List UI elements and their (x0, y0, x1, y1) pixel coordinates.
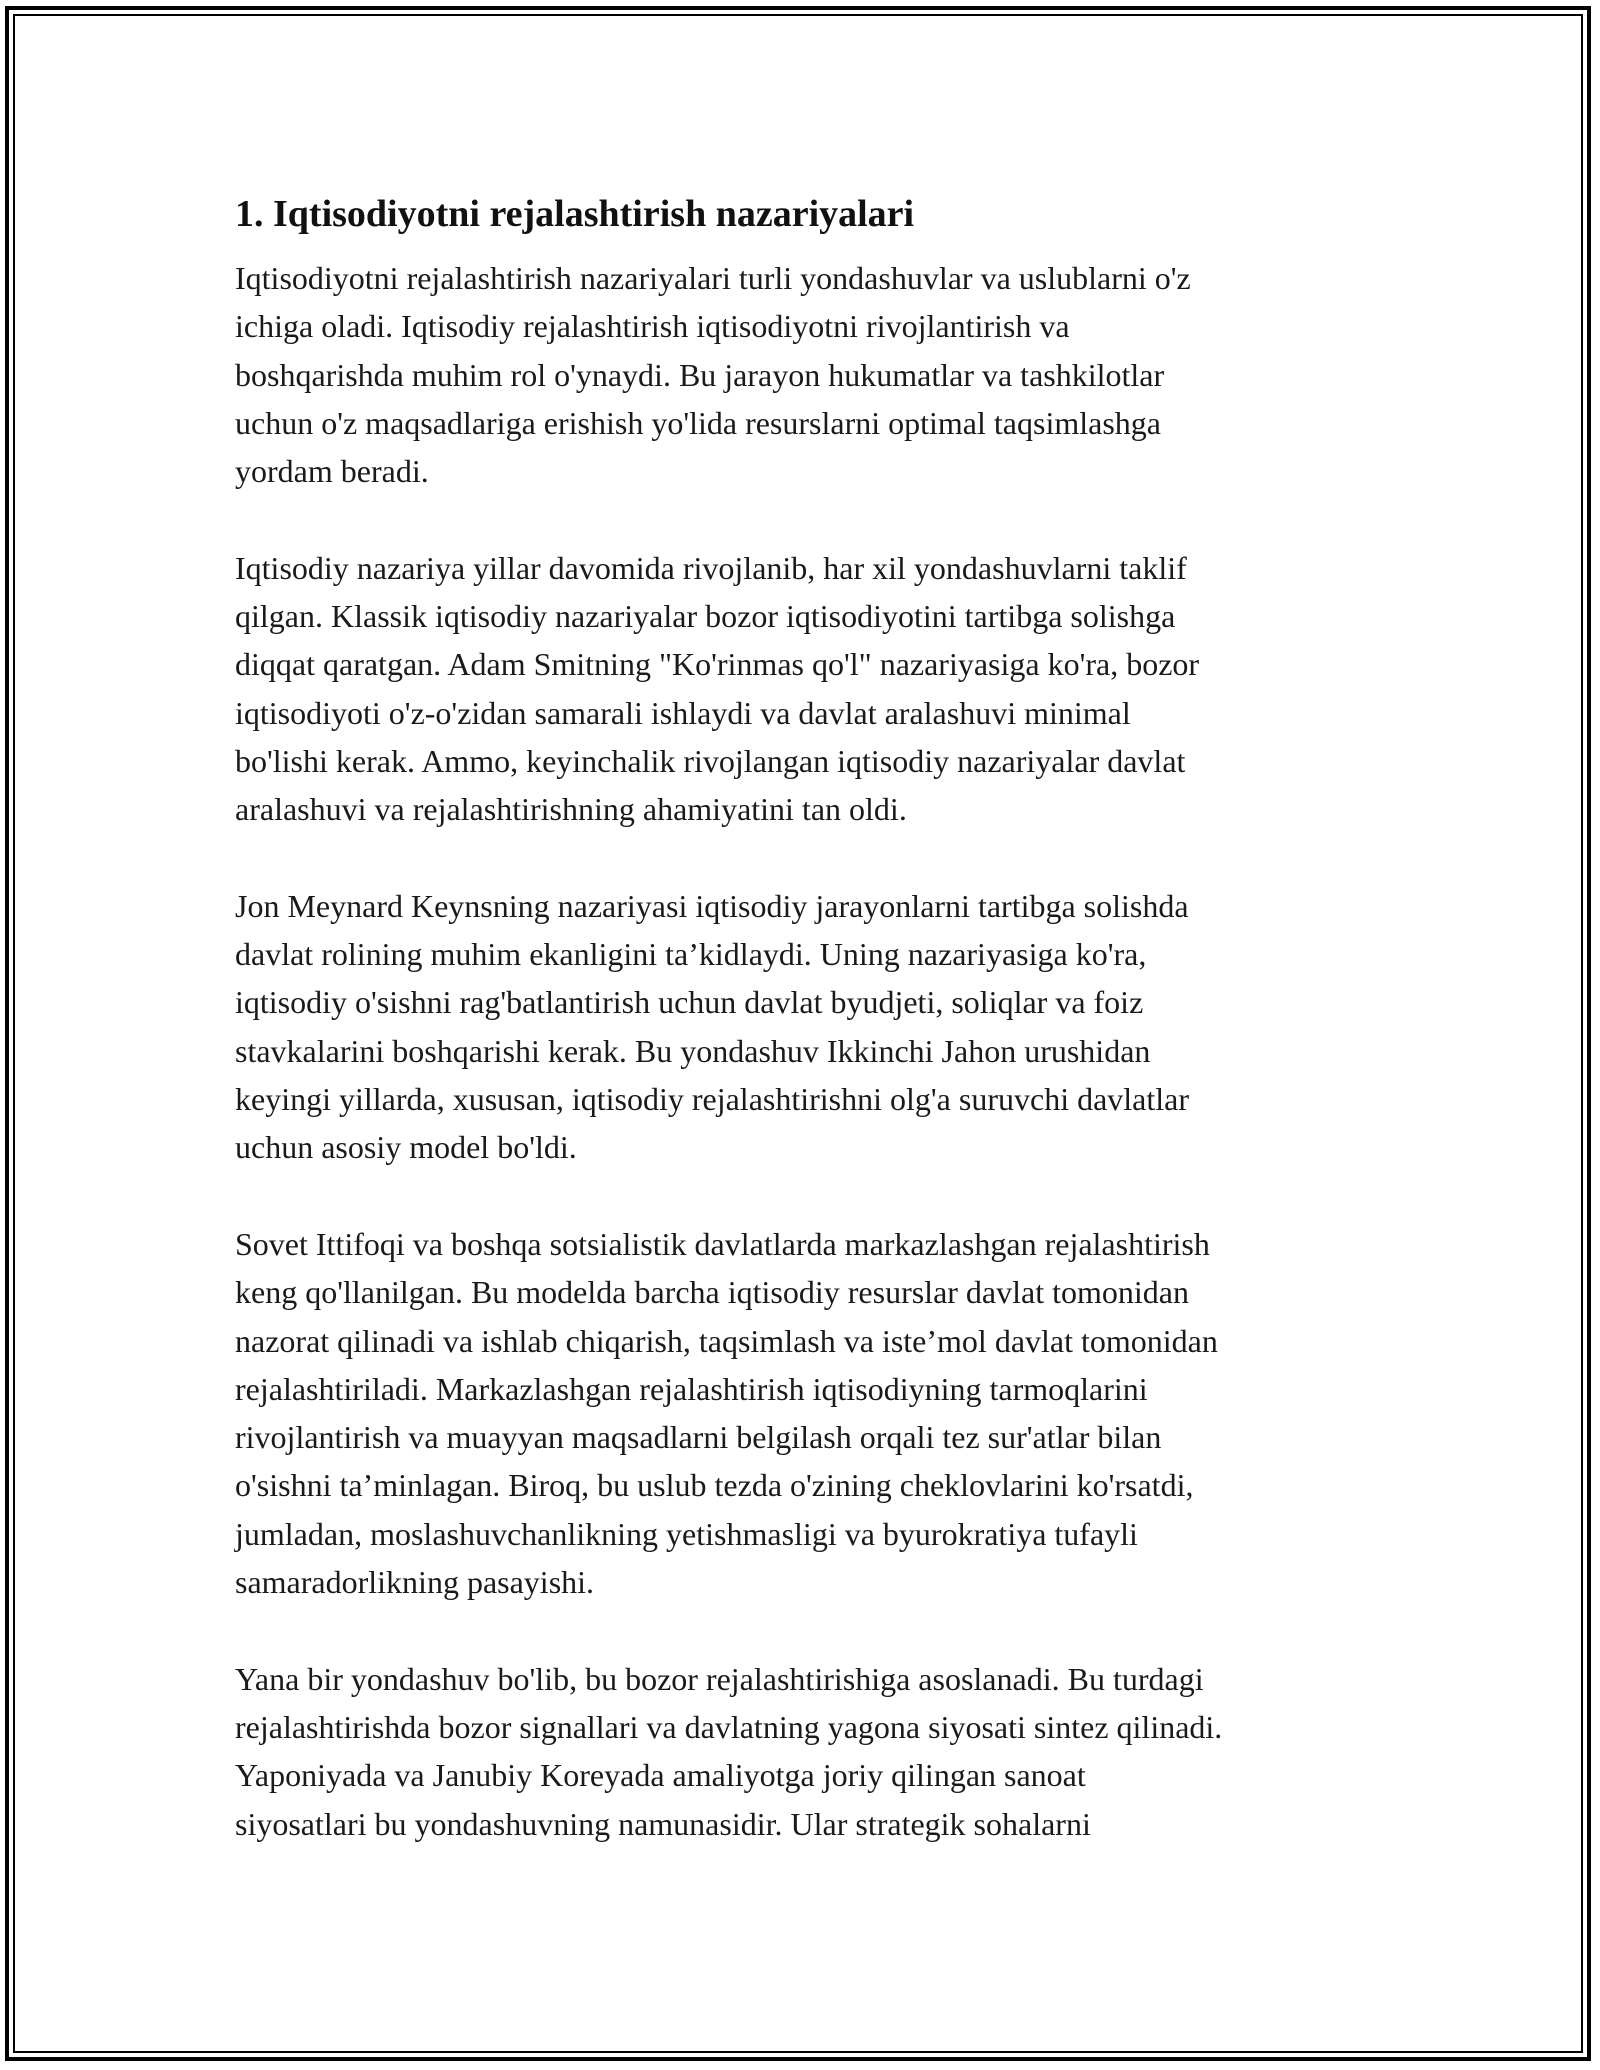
text-line: bo'lishi kerak. Ammo, keyinchalik rivojlangan iqtisodiy nazariyalar davlat (235, 742, 1186, 779)
text-line: davlat rolining muhim ekanligini ta’kidlaydi. Uning nazariyasiga ko'ra, (235, 936, 1147, 973)
text-line: nazorat qilinadi va ishlab chiqarish, taqsimlash va iste’mol davlat tomonidan (235, 1322, 1218, 1359)
document-body (235, 188, 1370, 1896)
text-line: rivojlantirish va muayyan maqsadlarni belgilash orqali tez sur'atlar bilan (235, 1419, 1162, 1456)
paragraph-3 (235, 882, 1370, 1172)
text-line: jumladan, moslashuvchanlikning yetishmasligi va byurokratiya tufayli (235, 1515, 1138, 1552)
text-line: Iqtisodiyotni rejalashtirish nazariyalari turli yondashuvlar va uslublarni o'z (235, 260, 1191, 296)
text-line: Iqtisodiy nazariya yillar davomida rivojlanib, har xil yondashuvlarni taklif (235, 549, 1187, 586)
text-line: Sovet Ittifoqi va boshqa sotsialistik davlatlarda markazlashgan rejalashtirish (235, 1225, 1210, 1262)
paragraph-4 (235, 1220, 1370, 1606)
text-line: stavkalarini boshqarishi kerak. Bu yondashuv Ikkinchi Jahon urushidan (235, 1032, 1151, 1069)
text-line: Yaponiyada va Janubiy Koreyada amaliyotga joriy qilingan sanoat (235, 1757, 1086, 1794)
text-line: rejalashtiriladi. Markazlashgan rejalashtirish iqtisodiyning tarmoqlarini (235, 1370, 1148, 1407)
section-heading: 1. Iqtisodiyotni rejalashtirish nazariyalari (235, 193, 915, 235)
text-line: keng qo'llanilgan. Bu modelda barcha iqtisodiy resurslar davlat tomonidan (235, 1274, 1189, 1311)
text-line: ichiga oladi. Iqtisodiy rejalashtirish iqtisodiyotni rivojlantirish va (235, 308, 1070, 345)
text-line: diqqat qaratgan. Adam Smitning "Ko'rinmas qo'l" nazariyasiga ko'ra, bozor (235, 646, 1200, 683)
text-line: boshqarishda muhim rol o'ynaydi. Bu jarayon hukumatlar va tashkilotlar (235, 356, 1165, 393)
text-line: Jon Meynard Keynsning nazariyasi iqtisodiy jarayonlarni tartibga solishda (235, 887, 1189, 924)
text-line: iqtisodiy o'sishni rag'batlantirish uchun davlat byudjeti, soliqlar va foiz (235, 984, 1144, 1021)
text-line: yordam beradi. (235, 453, 429, 490)
text-line: keyingi yillarda, xususan, iqtisodiy rejalashtirishni olg'a suruvchi davlatlar (235, 1081, 1190, 1118)
text-line: rejalashtirishda bozor signallari va davlatning yagona siyosati sintez qilinadi. (235, 1708, 1223, 1745)
text-line: o'sishni ta’minlagan. Biroq, bu uslub tezda o'zining cheklovlarini ko'rsatdi, (235, 1467, 1194, 1504)
paragraph-1 (235, 254, 1370, 495)
paragraph-2 (235, 544, 1370, 834)
text-line: samaradorlikning pasayishi. (235, 1564, 595, 1601)
text-line: uchun o'z maqsadlariga erishish yo'lida resurslarni optimal taqsimlashga (235, 404, 1161, 441)
text-line: Yana bir yondashuv bo'lib, bu bozor rejalashtirishiga asoslanadi. Bu turdagi (235, 1660, 1204, 1697)
text-line: qilgan. Klassik iqtisodiy nazariyalar bozor iqtisodiyotini tartibga solishga (235, 598, 1176, 635)
text-line: aralashuvi va rejalashtirishning ahamiyatini tan oldi. (235, 791, 907, 828)
text-line: iqtisodiyoti o'z-o'zidan samarali ishlaydi va davlat aralashuvi minimal (235, 694, 1131, 731)
text-line: siyosatlari bu yondashuvning namunasidir. Ular strategik sohalarni (235, 1805, 1091, 1842)
paragraph-5 (235, 1655, 1370, 1848)
text-line: uchun asosiy model bo'ldi. (235, 1129, 577, 1166)
